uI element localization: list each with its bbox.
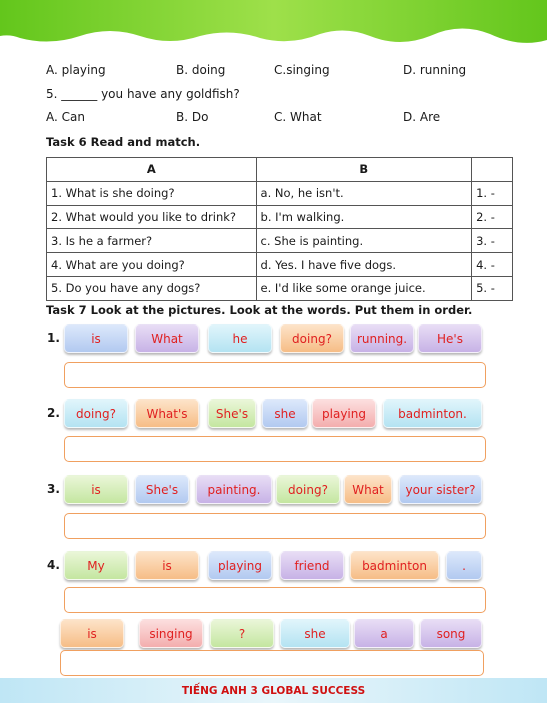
item-number: 1. [47,331,60,345]
word-tile[interactable]: he [208,324,272,353]
q4-option-c: C.singing [274,63,330,77]
word-tile[interactable]: friend [280,551,344,580]
word-tile[interactable]: badminton. [383,399,482,428]
match-slot[interactable]: 3. - [472,229,513,253]
answer-field[interactable] [64,362,486,388]
word-tile[interactable]: doing? [276,475,340,504]
answer-field[interactable] [64,587,486,613]
word-tile[interactable]: she [262,399,308,428]
q5-stem: 5. ______ you have any goldfish? [46,87,240,101]
answer-field[interactable] [60,650,484,676]
q5-option-d: D. Are [403,110,441,124]
word-tile[interactable]: song [420,619,482,648]
word-tile[interactable]: running. [350,324,414,353]
word-tile[interactable]: She's [208,399,256,428]
match-slot[interactable]: 4. - [472,253,513,277]
q5-option-c: C. What [274,110,322,124]
answer-column-header [472,158,513,182]
q4-option-d: D. running [403,63,467,77]
column-b-header: B [256,158,472,182]
answer-cell: b. I'm walking. [256,205,472,229]
item-number: 4. [47,558,60,572]
top-decorative-band [0,0,547,48]
table-row [47,205,513,229]
word-tile[interactable]: she [280,619,350,648]
word-tile[interactable]: doing? [280,324,344,353]
word-tile[interactable]: a [354,619,414,648]
q5-option-b: B. Do [176,110,209,124]
q5-option-a: A. Can [46,110,85,124]
question-cell: 1. What is she doing? [47,181,257,205]
answer-field[interactable] [64,513,486,539]
table-row [47,181,513,205]
word-tile[interactable]: . [446,551,482,580]
word-tile[interactable]: painting. [196,475,272,504]
item-number: 2. [47,406,60,420]
word-tile[interactable]: is [64,475,128,504]
word-tile[interactable]: your sister? [399,475,482,504]
answer-field[interactable] [64,436,486,462]
word-tile[interactable]: is [60,619,124,648]
word-tile[interactable]: What's [135,399,199,428]
word-tile[interactable]: What [135,324,199,353]
match-slot[interactable]: 1. - [472,181,513,205]
word-tile[interactable]: playing [312,399,376,428]
word-tile[interactable]: singing [139,619,203,648]
answer-cell: a. No, he isn't. [256,181,472,205]
question-cell: 2. What would you like to drink? [47,205,257,229]
word-tile[interactable]: What [344,475,392,504]
question-cell: 5. Do you have any dogs? [47,276,257,300]
word-tile[interactable]: She's [135,475,189,504]
answer-cell: d. Yes. I have five dogs. [256,253,472,277]
word-tile[interactable]: ? [210,619,274,648]
answer-cell: e. I'd like some orange juice. [256,276,472,300]
match-slot[interactable]: 5. - [472,276,513,300]
task6-title: Task 6 Read and match. [46,135,201,149]
match-slot[interactable]: 2. - [472,205,513,229]
match-table-header [47,158,513,182]
question-cell: 3. Is he a farmer? [47,229,257,253]
answer-cell: c. She is painting. [256,229,472,253]
word-tile[interactable]: badminton [350,551,439,580]
footer-band [0,678,547,703]
column-a-header: A [47,158,257,182]
q4-option-a: A. playing [46,63,106,77]
table-row [47,276,513,300]
question-cell: 4. What are you doing? [47,253,257,277]
word-tile[interactable]: doing? [64,399,128,428]
word-tile[interactable]: He's [418,324,482,353]
match-table [46,157,513,301]
footer-title: TIẾNG ANH 3 GLOBAL SUCCESS [181,685,366,697]
task7-title: Task 7 Look at the pictures. Look at the words. Put them in order. [46,303,473,317]
table-row [47,253,513,277]
word-tile[interactable]: is [135,551,199,580]
word-tile[interactable]: playing [208,551,272,580]
item-number: 3. [47,482,60,496]
word-tile[interactable]: My [64,551,128,580]
word-tile[interactable]: is [64,324,128,353]
table-row [47,229,513,253]
q4-option-b: B. doing [176,63,226,77]
